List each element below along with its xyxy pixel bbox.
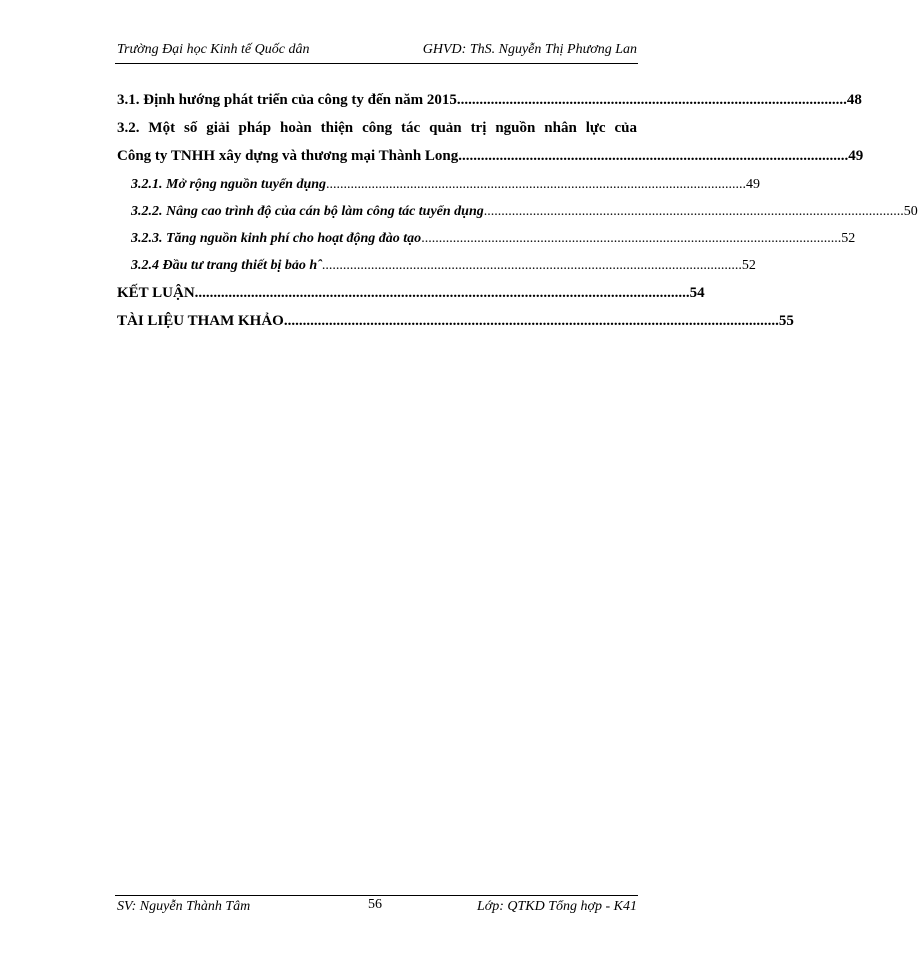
toc-entry-page: 52 [841, 231, 856, 246]
toc-entry-title: 3.2.3. Tăng nguồn kinh phí cho hoạt động đào tạo [131, 231, 422, 246]
toc-entry-title: 3.2.4 Đầu tư trang thiết bị bảo hˆ [131, 258, 322, 273]
header-university: Trường Đại học Kinh tế Quốc dân [117, 42, 310, 57]
toc-leader-dots: ........................................................................................................ [456, 92, 847, 108]
toc-leader-dots: ........................................................................................................................ [421, 231, 842, 246]
toc-entry-3-2-2[interactable] [131, 204, 918, 220]
toc-entry-title: 3.2.1. Mở rộng nguồn tuyển dụng [131, 177, 327, 192]
toc-leader-dots: ........................................................................................................ [458, 148, 849, 164]
toc-entry-title: 3.1. Định hướng phát triển của công ty đến năm 2015 [117, 92, 457, 108]
footer-page-number: 56 [368, 897, 382, 912]
toc-leader-dots: ........................................................................................................................ [483, 204, 904, 219]
toc-leader-dots: .................................................................................................................................... [194, 285, 690, 301]
toc-entry-page: 49 [848, 148, 864, 164]
toc-entry-title: KẾT LUẬN [117, 285, 195, 301]
toc-entry-page: 55 [778, 313, 794, 329]
toc-entry-page: 48 [846, 92, 862, 108]
toc-entry-page: 52 [741, 258, 756, 273]
toc-entry-3-2-line1[interactable]: 3.2. Một số giải pháp hoàn thiện công tác quản trị nguồn nhân lực của [117, 120, 637, 136]
toc-leader-dots: ........................................................................................................................ [326, 177, 747, 192]
toc-entry-page: 49 [746, 177, 761, 192]
toc-entry-page: 54 [689, 285, 705, 301]
toc-entry-3-1[interactable] [117, 92, 862, 109]
header-supervisor: GHVD: ThS. Nguyễn Thị Phương Lan [422, 42, 637, 57]
footer-class: Lớp: QTKD Tổng hợp - K41 [476, 899, 637, 914]
toc-entry-3-2[interactable] [117, 148, 864, 165]
toc-entry-tai-lieu[interactable] [117, 313, 794, 330]
toc-entry-3-2-4[interactable] [131, 258, 756, 274]
toc-entry-title: Công ty TNHH xây dựng và thương mại Thành Long [117, 148, 459, 164]
header-rule [115, 63, 638, 64]
toc-entry-page: 50 [903, 204, 918, 219]
toc-entry-3-2-3[interactable] [131, 231, 856, 247]
page-header [117, 42, 637, 62]
footer-rule [115, 895, 638, 896]
toc-entry-3-2-1[interactable] [131, 177, 761, 193]
toc-entry-title: 3.2.2. Nâng cao trình độ của cán bộ làm công tác tuyển dụng [131, 204, 484, 219]
toc-leader-dots: .................................................................................................................................... [283, 313, 779, 329]
toc-entry-ket-luan[interactable] [117, 285, 705, 302]
page-footer [117, 899, 637, 919]
toc-entry-title: TÀI LIỆU THAM KHẢO [117, 313, 284, 329]
toc-leader-dots: ........................................................................................................................ [321, 258, 742, 273]
footer-student: SV: Nguyễn Thành Tâm [117, 899, 251, 914]
